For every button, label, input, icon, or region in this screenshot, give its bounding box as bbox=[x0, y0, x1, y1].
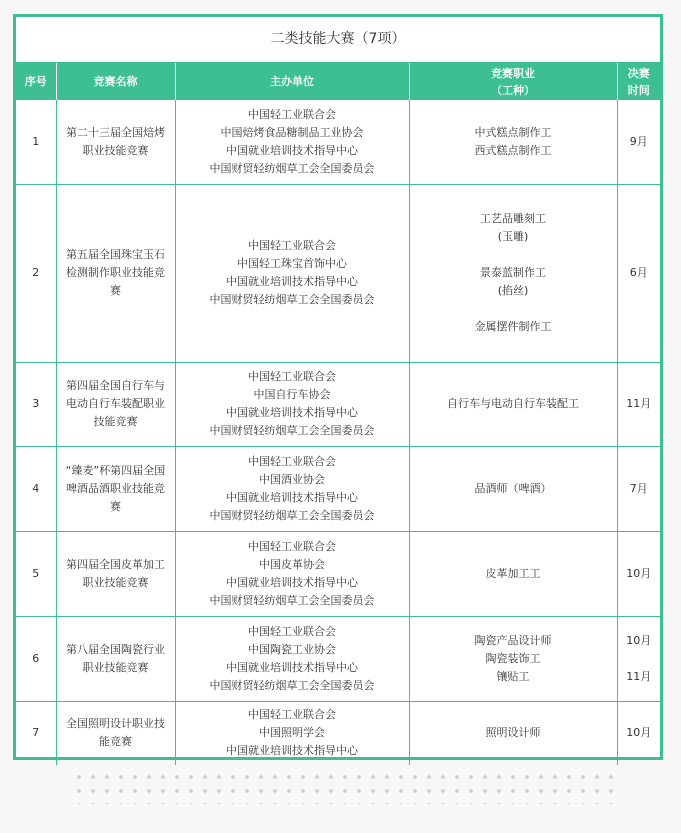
organizer-list-line: 中国自行车协会 bbox=[253, 388, 331, 401]
organizer-list-line: 中国财贸轻纺烟草工会全国委员会 bbox=[209, 678, 375, 692]
occupation-list bbox=[409, 362, 617, 446]
organizer-list-line: 中国就业培训技术指导中心 bbox=[226, 406, 358, 419]
row-number: 3 bbox=[16, 362, 56, 446]
final-time bbox=[617, 616, 660, 701]
occupation-list-line: 金属摆件制作工 bbox=[474, 320, 552, 333]
row-number: 5 bbox=[16, 531, 56, 616]
organizer-list-line: 中国就业培训技术指导中心 bbox=[226, 143, 358, 157]
final-time bbox=[617, 100, 660, 184]
table-title: 二类技能大赛（7项） bbox=[16, 17, 660, 63]
organizer-list-line: 中国轻工业联合会 bbox=[248, 454, 336, 468]
occupation-list bbox=[409, 446, 617, 531]
organizer-list-line: 中国财贸轻纺烟草工会全国委员会 bbox=[209, 293, 375, 306]
line-gap bbox=[416, 246, 611, 264]
row-number: 6 bbox=[16, 616, 56, 701]
row-number: 4 bbox=[16, 446, 56, 531]
table-row bbox=[16, 100, 660, 184]
table-row bbox=[16, 446, 660, 531]
table-row bbox=[16, 362, 660, 446]
organizer-list-line: 中国轻工业联合会 bbox=[248, 708, 336, 722]
occupation-list-line: 中式糕点制作工 bbox=[474, 125, 552, 139]
organizer-list-line: 中国财贸轻纺烟草工会全国委员会 bbox=[209, 593, 375, 607]
header-occupation bbox=[409, 63, 617, 100]
organizer-list-line: 中国轻工珠宝首饰中心 bbox=[237, 257, 347, 270]
occupation-list bbox=[409, 701, 617, 765]
occupation-list-line: 景泰蓝制作工 bbox=[480, 266, 546, 279]
line-gap bbox=[624, 650, 655, 668]
header-no: 序号 bbox=[16, 63, 56, 100]
table-body bbox=[16, 100, 660, 765]
organizer-list-line: 中国财贸轻纺烟草工会全国委员会 bbox=[209, 508, 375, 522]
table-row bbox=[16, 701, 660, 765]
occupation-list-line: 陶瓷装饰工 bbox=[485, 651, 541, 665]
organizer-list-line: 中国轻工业联合会 bbox=[248, 239, 336, 252]
final-time bbox=[617, 362, 660, 446]
occupation-list-line: 皮革加工工 bbox=[485, 566, 541, 580]
organizer-list-line: 中国轻工业联合会 bbox=[248, 370, 336, 383]
occupation-list bbox=[409, 616, 617, 701]
table-row bbox=[16, 531, 660, 616]
organizer-list bbox=[175, 184, 409, 362]
organizer-list-line: 中国财贸轻纺烟草工会全国委员会 bbox=[209, 424, 375, 437]
occupation-list bbox=[409, 531, 617, 616]
header-organizer: 主办单位 bbox=[175, 63, 409, 100]
header-time bbox=[617, 63, 660, 100]
final-time-line: 6月 bbox=[629, 266, 648, 279]
final-time-line: 10月 bbox=[626, 566, 652, 580]
final-time-line: 9月 bbox=[629, 134, 648, 148]
final-time-line: 11月 bbox=[626, 397, 652, 410]
organizer-list-line: 中国就业培训技术指导中心 bbox=[226, 490, 358, 504]
competition-name: 第二十三届全国焙烤职业技能竞赛 bbox=[56, 100, 175, 184]
competition-table-frame bbox=[13, 14, 663, 760]
organizer-list bbox=[175, 362, 409, 446]
organizer-list-line: 中国轻工业联合会 bbox=[248, 539, 336, 553]
final-time bbox=[617, 531, 660, 616]
competition-name: 全国照明设计职业技能竞赛 bbox=[56, 701, 175, 765]
header-occupation-line2: （工种） bbox=[491, 83, 535, 97]
organizer-list-line: 中国轻工业联合会 bbox=[248, 107, 336, 121]
final-time-line: 10月 bbox=[626, 726, 652, 740]
decorative-dot-pattern bbox=[72, 770, 617, 804]
table-row bbox=[16, 184, 660, 362]
header-name: 竞赛名称 bbox=[56, 63, 175, 100]
row-number: 7 bbox=[16, 701, 56, 765]
organizer-list-line: 中国焙烤食品糖制品工业协会 bbox=[220, 125, 364, 139]
occupation-list-line: 镶贴工 bbox=[496, 669, 530, 683]
occupation-list-line: (玉雕) bbox=[497, 230, 529, 243]
final-time-line: 7月 bbox=[629, 481, 648, 495]
organizer-list bbox=[175, 446, 409, 531]
organizer-list-line: 中国就业培训技术指导中心 bbox=[226, 660, 358, 674]
competition-table bbox=[16, 63, 660, 765]
organizer-list bbox=[175, 616, 409, 701]
competition-name: “臻麦”杯第四届全国啤酒品酒职业技能竞赛 bbox=[56, 446, 175, 531]
occupation-list-line: 照明设计师 bbox=[485, 726, 541, 740]
organizer-list bbox=[175, 531, 409, 616]
header-time-line2: 时间 bbox=[627, 83, 650, 97]
organizer-list-line: 中国财贸轻纺烟草工会全国委员会 bbox=[209, 161, 375, 175]
organizer-list bbox=[175, 100, 409, 184]
occupation-list-line: 自行车与电动自行车装配工 bbox=[447, 397, 579, 410]
occupation-list-line: 工艺品雕刻工 bbox=[480, 212, 546, 225]
header-occupation-line1: 竞赛职业 bbox=[491, 66, 535, 80]
competition-name: 第八届全国陶瓷行业职业技能竞赛 bbox=[56, 616, 175, 701]
competition-name: 第五届全国珠宝玉石检测制作职业技能竞赛 bbox=[56, 184, 175, 362]
final-time bbox=[617, 446, 660, 531]
organizer-list-line: 中国轻工业联合会 bbox=[248, 624, 336, 638]
final-time-line: 10月 bbox=[626, 633, 652, 647]
occupation-list-line: (掐丝) bbox=[497, 284, 529, 297]
row-number: 2 bbox=[16, 184, 56, 362]
occupation-list-line: 品酒师（啤酒） bbox=[474, 481, 552, 495]
organizer-list-line: 中国皮革协会 bbox=[259, 557, 325, 571]
occupation-list-line: 陶瓷产品设计师 bbox=[474, 633, 552, 647]
header-row bbox=[16, 63, 660, 100]
final-time-line: 11月 bbox=[626, 669, 652, 683]
occupation-list-line: 西式糕点制作工 bbox=[474, 143, 552, 157]
row-number: 1 bbox=[16, 100, 56, 184]
organizer-list-line: 中国就业培训技术指导中心 bbox=[226, 744, 358, 758]
table-row bbox=[16, 616, 660, 701]
competition-name: 第四届全国自行车与电动自行车装配职业技能竞赛 bbox=[56, 362, 175, 446]
occupation-list bbox=[409, 184, 617, 362]
final-time bbox=[617, 701, 660, 765]
organizer-list-line: 中国照明学会 bbox=[259, 726, 325, 740]
organizer-list-line: 中国陶瓷工业协会 bbox=[248, 642, 336, 656]
organizer-list-line: 中国酒业协会 bbox=[259, 472, 325, 486]
organizer-list bbox=[175, 701, 409, 765]
line-gap bbox=[416, 300, 611, 318]
header-time-line1: 决赛 bbox=[627, 66, 650, 80]
organizer-list-line: 中国就业培训技术指导中心 bbox=[226, 575, 358, 589]
final-time bbox=[617, 184, 660, 362]
occupation-list bbox=[409, 100, 617, 184]
organizer-list-line: 中国就业培训技术指导中心 bbox=[226, 275, 358, 288]
competition-name: 第四届全国皮革加工职业技能竞赛 bbox=[56, 531, 175, 616]
